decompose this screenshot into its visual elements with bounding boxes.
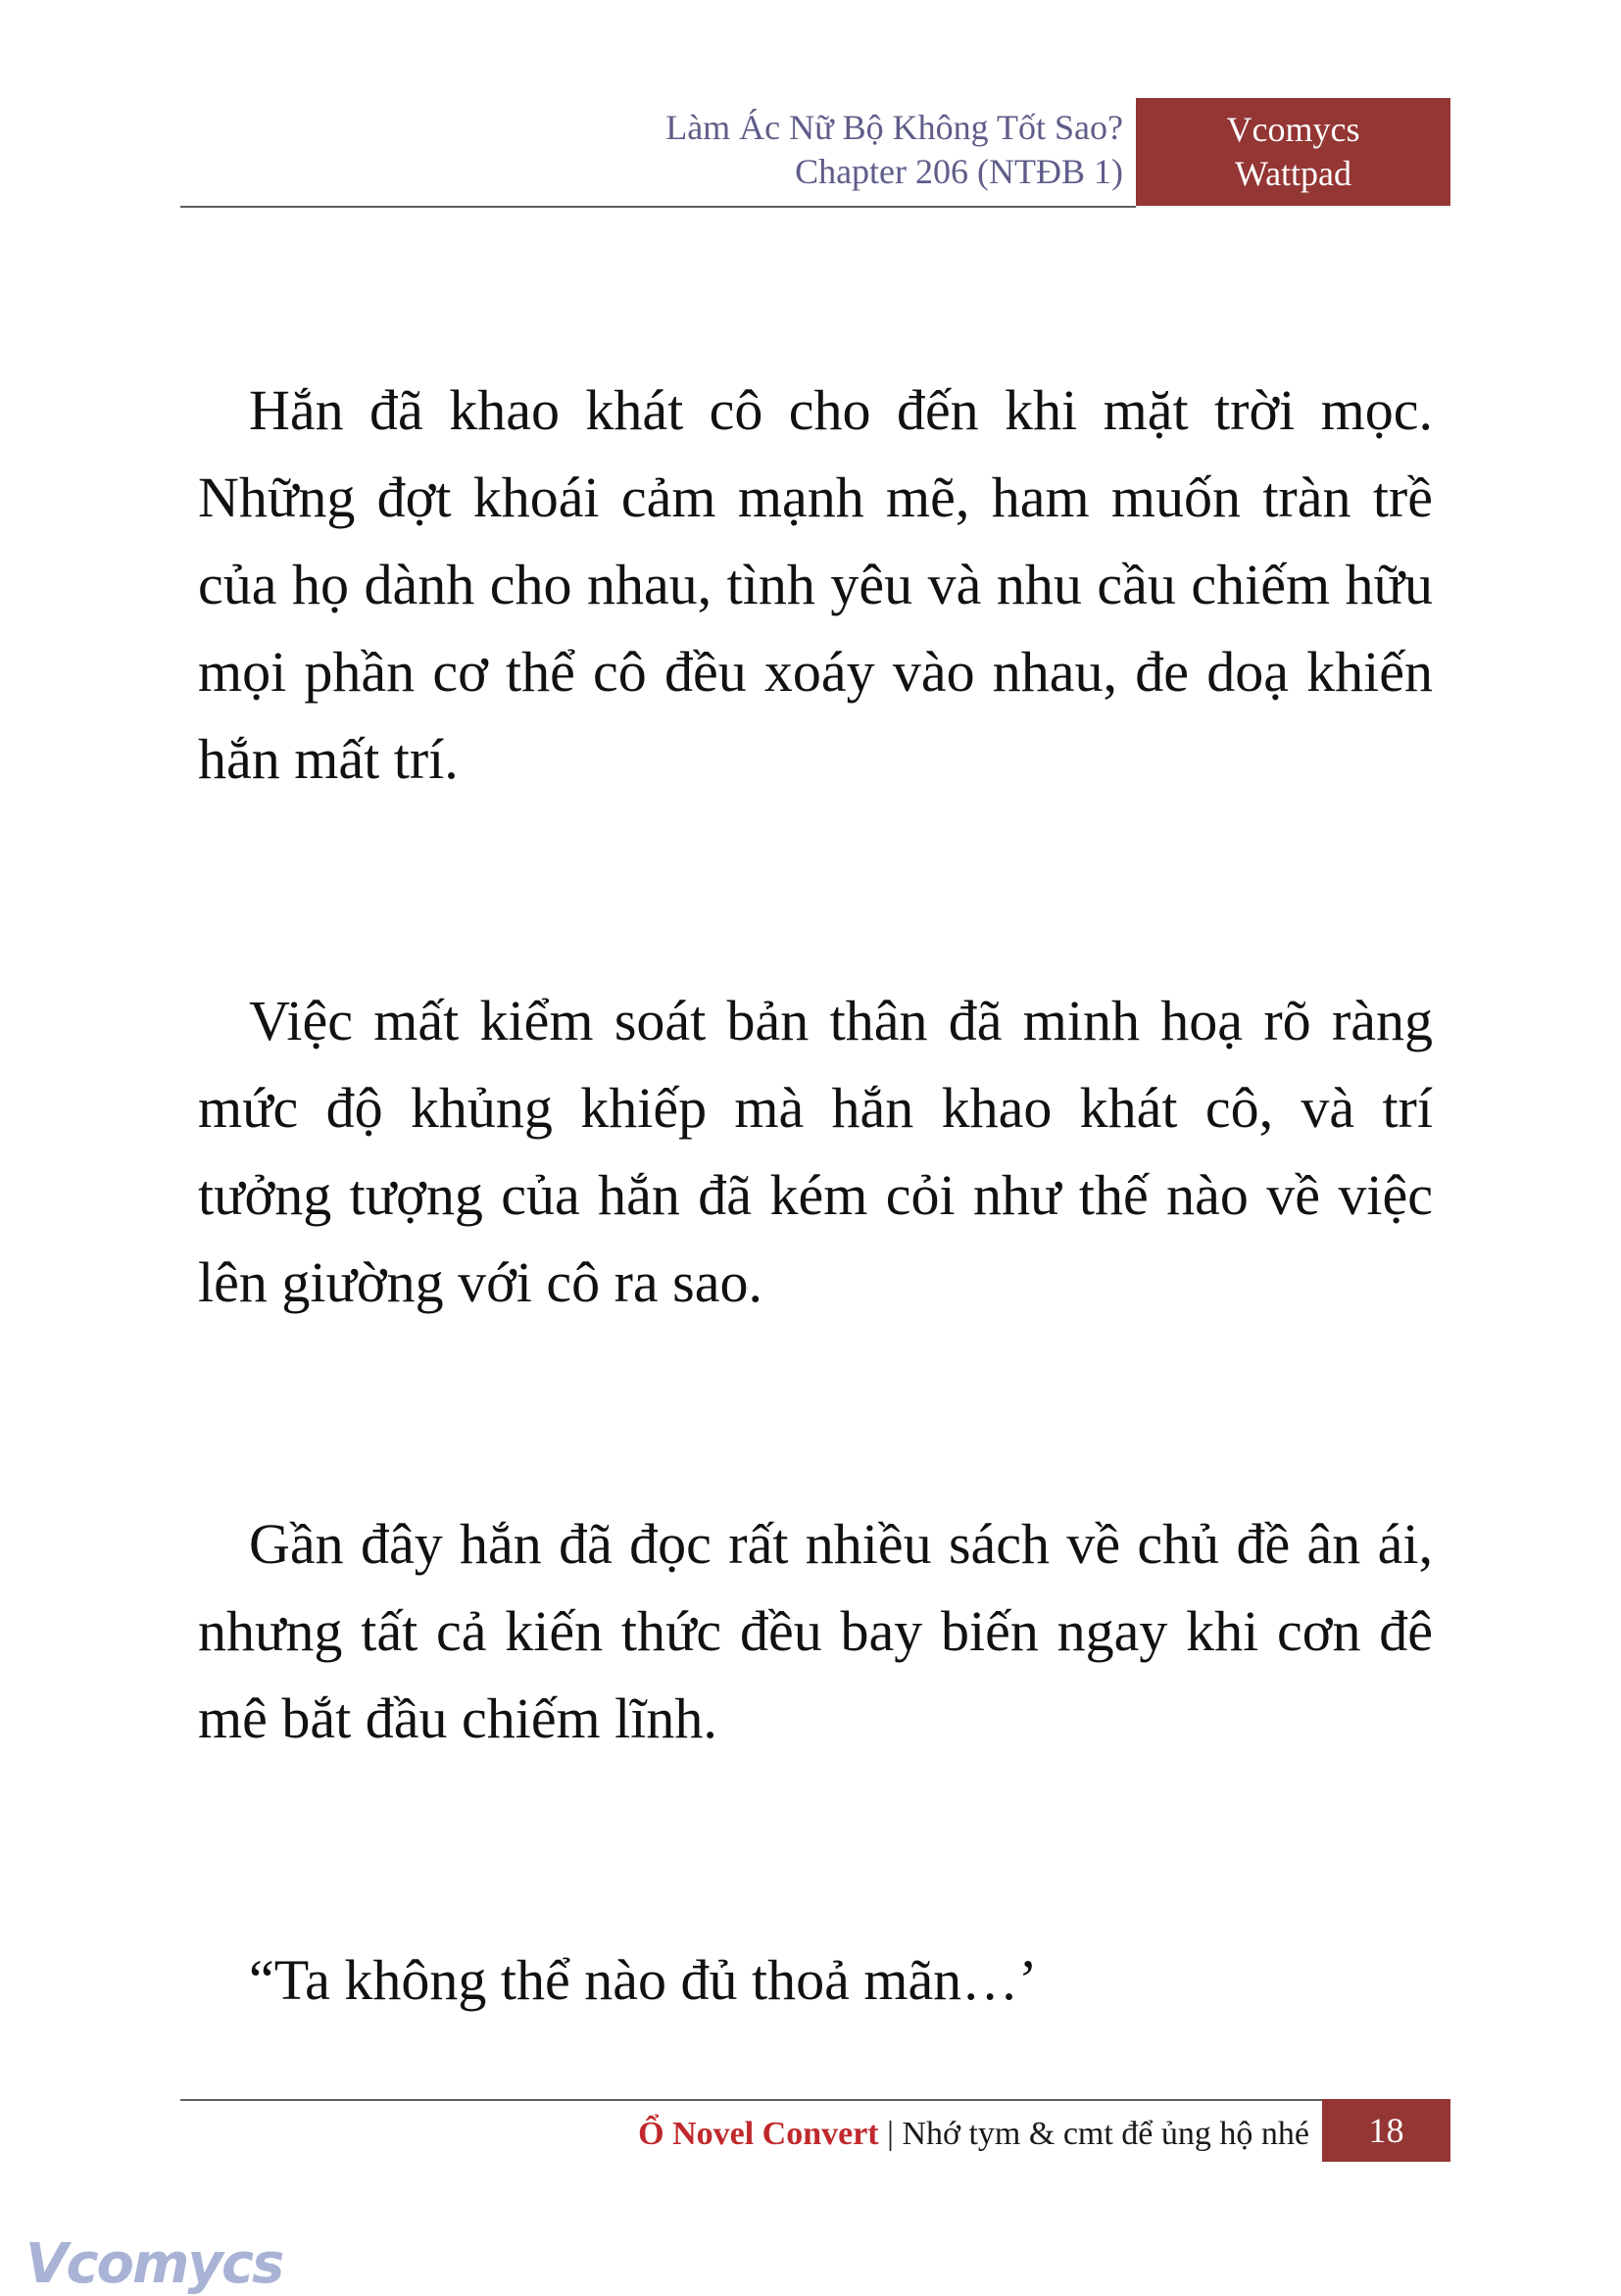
chapter-label: Chapter 206 (NTĐB 1) [795, 152, 1123, 191]
footer-note [638, 2108, 1309, 2161]
page-body [198, 366, 1433, 2198]
footer-message: Nhớ tym & cmt để ủng hộ nhé [902, 2116, 1309, 2152]
book-title: Làm Ác Nữ Bộ Không Tốt Sao? [665, 108, 1123, 147]
running-header [535, 106, 1123, 194]
paragraph-3: Gần đây hắn đã đọc rất nhiều sách về chủ đề ân ái, nhưng tất cả kiến thức đều bay biến ngay khi cơn đê mê bắt đầu chiếm lĩnh. [198, 1512, 1433, 1750]
page-number: 18 [1322, 2099, 1450, 2162]
footer-brand: Ổ Novel Convert [638, 2116, 879, 2152]
source-badge [1136, 98, 1450, 206]
badge-line-1: Vcomycs [1226, 110, 1360, 149]
badge-line-2: Wattpad [1234, 154, 1352, 193]
paragraph-2: Việc mất kiểm soát bản thân đã minh hoạ rõ ràng mức độ khủng khiếp mà hắn khao khát cô, và trí tưởng tượng của hắn đã kém cỏi như thế nào về việc lên giường với cô ra sao. [198, 989, 1433, 1314]
footer-separator: | [887, 2116, 894, 2152]
paragraph-4: “Ta không thể nào đủ thoả mãn…’ [249, 1948, 1038, 2012]
footer-divider [180, 2099, 1322, 2101]
watermark-logo: Vcomycs [25, 2232, 283, 2296]
paragraph-1: Hắn đã khao khát cô cho đến khi mặt trời mọc. Những đợt khoái cảm mạnh mẽ, ham muốn tràn trề của họ dành cho nhau, tình yêu và nhu cầu chiếm hữu mọi phần cơ thể cô đều xoáy vào nhau, đe doạ khiến hắn mất trí. [198, 378, 1433, 791]
header-divider [180, 206, 1136, 208]
